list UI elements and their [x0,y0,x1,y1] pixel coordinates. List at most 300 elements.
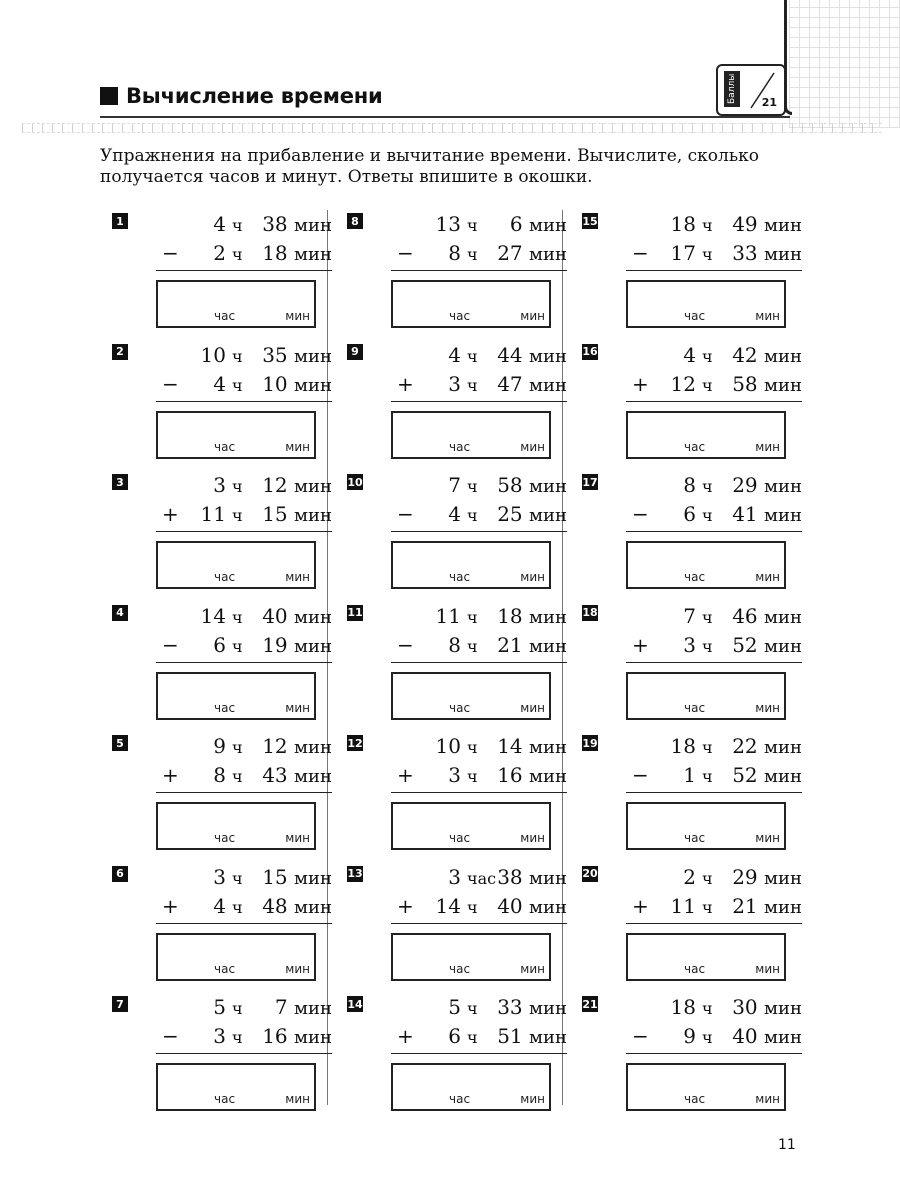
answer-minutes-label: мин [755,831,780,845]
exercise-number: 3 [112,474,128,490]
answer-hours-label: час [449,570,471,584]
answer-hours-label: час [214,700,236,715]
minutes-group [262,502,332,526]
minutes-value: 18 [262,241,288,265]
section-title [100,80,383,112]
minutes-value: 33 [497,995,523,1019]
minutes-group [732,604,802,628]
exercise-line [626,372,802,398]
exercise [112,732,337,857]
answer-box[interactable] [156,411,316,459]
minutes-unit: мин [764,606,802,628]
hours-value: 3 [448,371,461,396]
exercise-number: 17 [582,475,598,489]
minutes-unit: мин [764,737,802,758]
minutes-unit: мин [294,737,332,758]
operator-sign: − [397,241,414,265]
minutes-unit: мин [529,374,567,396]
exercise-line [156,633,332,659]
hours-unit: ч [467,738,478,757]
minutes-group [497,473,567,497]
minutes-value: 22 [732,734,758,758]
exercise-number: 7 [112,996,128,1012]
minutes-value: 38 [262,212,288,236]
exercise [582,210,807,335]
answer-box[interactable] [391,672,551,720]
exercise [112,341,337,466]
minutes-unit: мин [764,867,802,889]
answer-box[interactable] [391,1063,551,1111]
minutes-unit: мин [529,998,567,1019]
hours-value: 4 [448,342,461,367]
hours-value: 10 [435,734,461,758]
exercise-number: 12 [347,736,363,750]
exercise-line [391,604,567,630]
minutes-group [262,473,332,497]
hours-value: 18 [670,212,696,236]
minutes-group [262,894,332,918]
exercise [582,993,807,1118]
title-underline [100,116,790,118]
hours-unit: ч [467,897,478,917]
exercise [582,471,807,596]
exercise-line [391,212,567,238]
hours-value: 18 [670,734,696,758]
answer-hours-label: час [684,831,706,845]
hours-unit: ч [702,1028,713,1047]
answer-box[interactable] [626,541,786,589]
minutes-value: 49 [732,212,758,236]
minutes-value: 18 [497,603,523,628]
hours-unit: ч [467,506,478,525]
minutes-unit: мин [529,896,567,918]
exercise [347,993,572,1118]
hours-unit: ч [467,245,478,264]
hours-unit: ч [232,375,243,395]
exercise [582,602,807,727]
score-label: Баллы [724,71,740,107]
answer-minutes-label: мин [520,309,545,323]
minutes-unit: мин [764,896,802,918]
exercise [582,863,807,988]
minutes-value: 16 [497,763,523,787]
exercise-line [391,241,567,267]
sum-rule [156,270,332,271]
answer-box[interactable] [156,672,316,720]
operator-sign: − [632,241,649,265]
minutes-group [732,763,802,787]
exercise-number: 11 [347,606,363,619]
answer-minutes-label: мин [285,700,310,715]
answer-minutes-label: мин [285,439,310,454]
minutes-group [732,343,802,367]
operator-sign: − [162,632,179,657]
answer-hours-label: час [684,700,706,715]
answer-hours-label: час [449,831,471,845]
sum-rule [156,792,332,793]
hours-value: 9 [683,1024,696,1048]
minutes-value: 40 [262,603,288,628]
hours-unit: ч [232,1028,243,1047]
minutes-group [262,372,332,396]
hours-unit: ч [232,999,243,1018]
minutes-value: 47 [497,371,523,396]
corner-grid-decoration [789,0,900,128]
exercise-line [156,604,332,630]
exercise-number: 14 [347,997,363,1011]
minutes-group [732,212,802,236]
exercise [347,863,572,988]
hours-value: 3 [448,763,461,787]
minutes-unit: мин [294,244,332,265]
minutes-group [497,604,567,628]
hours-unit: ч [467,346,478,366]
exercise-line [626,763,802,789]
answer-minutes-label: мин [520,1092,545,1106]
exercise [347,341,572,466]
hours-unit: ч [702,346,713,366]
answer-minutes-label: мин [520,700,545,715]
minutes-value: 35 [262,342,288,367]
minutes-group [732,1024,802,1048]
minutes-value: 29 [732,473,758,497]
hours-unit: ч [702,216,713,235]
answer-minutes-label: мин [285,1092,310,1106]
answer-box[interactable] [626,280,786,328]
exercise-line [391,763,567,789]
sum-rule [626,531,802,532]
exercise-line [156,894,332,920]
sum-rule [626,1053,802,1054]
hours-value: 11 [200,502,226,526]
hours-value: 6 [448,1024,461,1048]
minutes-value: 42 [732,342,758,367]
exercise-line [626,633,802,659]
answer-hours-label: час [214,439,236,454]
sum-rule [626,792,802,793]
sum-rule [391,531,567,532]
answer-box[interactable] [156,933,316,981]
exercise-line [626,343,802,369]
minutes-group [732,241,802,265]
answer-box[interactable] [626,933,786,981]
minutes-group [732,995,802,1019]
operator-sign: + [632,632,649,657]
hours-unit: ч [702,897,713,917]
minutes-unit: мин [294,998,332,1019]
minutes-unit: мин [764,374,802,396]
hours-unit: ч [702,477,713,496]
minutes-value: 10 [262,371,288,396]
minutes-value: 16 [262,1024,288,1048]
minutes-unit: мин [529,345,567,367]
answer-hours-label: час [684,570,706,584]
minutes-value: 40 [497,893,523,918]
answer-minutes-label: мин [755,1092,780,1106]
minutes-unit: мин [294,867,332,889]
minutes-group [497,502,567,526]
answer-hours-label: час [214,570,236,584]
exercise-line [156,734,332,760]
minutes-group [497,343,567,367]
operator-sign: + [397,893,414,918]
minutes-unit: мин [294,345,332,367]
exercise [347,471,572,596]
minutes-unit: мин [764,635,802,657]
exercise-line [391,1024,567,1050]
minutes-unit: мин [529,867,567,889]
exercise [347,732,572,857]
answer-hours-label: час [214,961,236,976]
hours-unit: ч [467,767,478,786]
answer-hours-label: час [449,700,471,715]
minutes-unit: мин [764,766,802,787]
minutes-unit: мин [529,505,567,526]
hours-unit: ч [702,868,713,888]
answer-box[interactable] [626,411,786,459]
hours-unit: ч [232,477,243,496]
minutes-value: 29 [732,864,758,889]
answer-box[interactable] [156,541,316,589]
minutes-group [732,633,802,657]
hours-unit: ч [702,999,713,1018]
hours-value: 2 [213,241,226,265]
exercise-line [391,865,567,891]
minutes-unit: мин [529,635,567,657]
minutes-unit: мин [764,215,802,236]
minutes-value: 21 [732,893,758,918]
minutes-unit: мин [294,374,332,396]
section-title-text: Вычисление времени [126,84,383,108]
exercise-line [391,894,567,920]
minutes-group [262,865,332,889]
answer-box[interactable] [626,1063,786,1111]
minutes-unit: мин [529,606,567,628]
minutes-group [262,1024,332,1048]
operator-sign: − [632,763,649,787]
minutes-group [497,372,567,396]
operator-sign: + [162,763,179,787]
exercise-line [156,343,332,369]
answer-hours-label: час [449,1092,471,1106]
minutes-value: 19 [262,632,288,657]
hours-value: 14 [200,603,226,628]
exercise-line [626,604,802,630]
operator-sign: − [162,241,179,265]
minutes-group [262,241,332,265]
minutes-group [497,894,567,918]
hours-value: 3 [213,1024,226,1048]
answer-box[interactable] [156,280,316,328]
exercise [347,602,572,727]
minutes-group [732,372,802,396]
minutes-group [262,604,332,628]
exercise-line [156,1024,332,1050]
minutes-unit: мин [294,606,332,628]
exercise-number: 9 [347,344,363,360]
minutes-group [732,894,802,918]
sum-rule [156,1053,332,1054]
exercise-line [626,995,802,1021]
exercise-line [156,241,332,267]
exercise-number: 15 [582,214,598,228]
answer-box[interactable] [156,802,316,850]
square-bullet-icon [100,87,118,105]
answer-minutes-label: мин [285,309,310,323]
operator-sign: + [397,1024,414,1048]
hours-unit: ч [702,607,713,627]
hours-value: 4 [213,212,226,236]
hours-unit: ч [702,636,713,656]
hours-value: 18 [670,995,696,1019]
minutes-unit: мин [294,896,332,918]
minutes-unit: мин [529,766,567,787]
minutes-unit: мин [529,244,567,265]
operator-sign: + [632,893,649,918]
answer-minutes-label: мин [520,961,545,976]
minutes-value: 12 [262,734,288,758]
answer-box[interactable] [391,280,551,328]
hours-unit: ч [232,868,243,888]
answer-minutes-label: мин [285,570,310,584]
minutes-value: 12 [262,473,288,497]
sum-rule [156,401,332,402]
minutes-unit: мин [529,737,567,758]
exercise-line [391,633,567,659]
minutes-value: 43 [262,763,288,787]
minutes-value: 48 [262,893,288,918]
hours-value: 7 [683,603,696,628]
minutes-value: 15 [262,864,288,889]
sum-rule [391,792,567,793]
hours-value: 8 [683,473,696,497]
hours-value: 8 [448,632,461,657]
hours-unit: ч [232,767,243,786]
exercise-line [626,241,802,267]
exercise [112,863,337,988]
answer-box[interactable] [391,802,551,850]
minutes-value: 15 [262,502,288,526]
minutes-value: 33 [732,241,758,265]
exercise-line [156,865,332,891]
hours-unit: ч [232,506,243,525]
hours-value: 17 [670,241,696,265]
minutes-unit: мин [764,476,802,497]
minutes-group [275,995,332,1019]
hours-unit: ч [467,1028,478,1047]
hours-value: 10 [200,342,226,367]
minutes-unit: мин [529,215,567,236]
minutes-unit: мин [294,1027,332,1048]
hours-value: 11 [435,603,461,628]
answer-minutes-label: мин [285,961,310,976]
minutes-group [510,212,567,236]
minutes-value: 40 [732,1024,758,1048]
hours-unit: ч [467,216,478,235]
minutes-value: 46 [732,603,758,628]
answer-minutes-label: мин [520,570,545,584]
operator-sign: − [162,1024,179,1048]
hours-unit: ч [232,636,243,656]
exercise-number: 6 [112,866,128,882]
exercise [112,993,337,1118]
minutes-group [732,502,802,526]
answer-hours-label: час [449,961,471,976]
sum-rule [391,270,567,271]
hours-value: 4 [213,893,226,918]
hours-unit: ч [467,477,478,496]
minutes-value: 6 [509,212,523,236]
answer-hours-label: час [214,831,236,845]
exercise-line [391,502,567,528]
minutes-value: 38 [497,864,523,889]
answer-box[interactable] [391,541,551,589]
exercise [582,732,807,857]
exercise-number: 8 [347,213,363,229]
sum-rule [391,401,567,402]
answer-hours-label: час [449,309,471,323]
minutes-unit: мин [764,998,802,1019]
answer-box[interactable] [626,672,786,720]
exercise-line [391,995,567,1021]
hours-unit: ч [467,999,478,1018]
minutes-value: 58 [732,371,758,396]
sum-rule [391,662,567,663]
answer-box[interactable] [156,1063,316,1111]
hours-unit: ч [467,636,478,656]
answer-minutes-label: мин [755,309,780,323]
operator-sign: − [397,502,414,526]
sum-rule [156,662,332,663]
minutes-value: 14 [497,734,523,758]
answer-box[interactable] [391,933,551,981]
minutes-unit: мин [764,1027,802,1048]
operator-sign: + [397,371,414,396]
minutes-group [732,865,802,889]
sum-rule [626,662,802,663]
minutes-unit: мин [764,345,802,367]
minutes-value: 44 [497,342,523,367]
exercise-line [156,502,332,528]
exercise-line [391,734,567,760]
answer-box[interactable] [626,802,786,850]
hours-value: 11 [670,893,696,918]
exercise-number: 21 [582,997,598,1011]
exercise-line [391,343,567,369]
answer-box[interactable] [391,411,551,459]
answer-minutes-label: мин [520,831,545,845]
answer-hours-label: час [684,309,706,323]
minutes-group [262,343,332,367]
exercise-line [626,473,802,499]
hours-value: 4 [213,371,226,396]
minutes-unit: мин [294,505,332,526]
operator-sign: + [632,371,649,396]
hours-value: 5 [213,995,226,1019]
sum-rule [156,923,332,924]
score-box [716,64,786,116]
sum-rule [156,531,332,532]
minutes-group [497,1024,567,1048]
exercise-line [626,502,802,528]
minutes-group [497,241,567,265]
hours-unit: ч [232,897,243,917]
minutes-group [262,763,332,787]
exercise-line [391,473,567,499]
exercise-number: 10 [347,475,363,489]
exercise-number: 18 [582,606,598,619]
hours-value: 3 [213,864,226,889]
